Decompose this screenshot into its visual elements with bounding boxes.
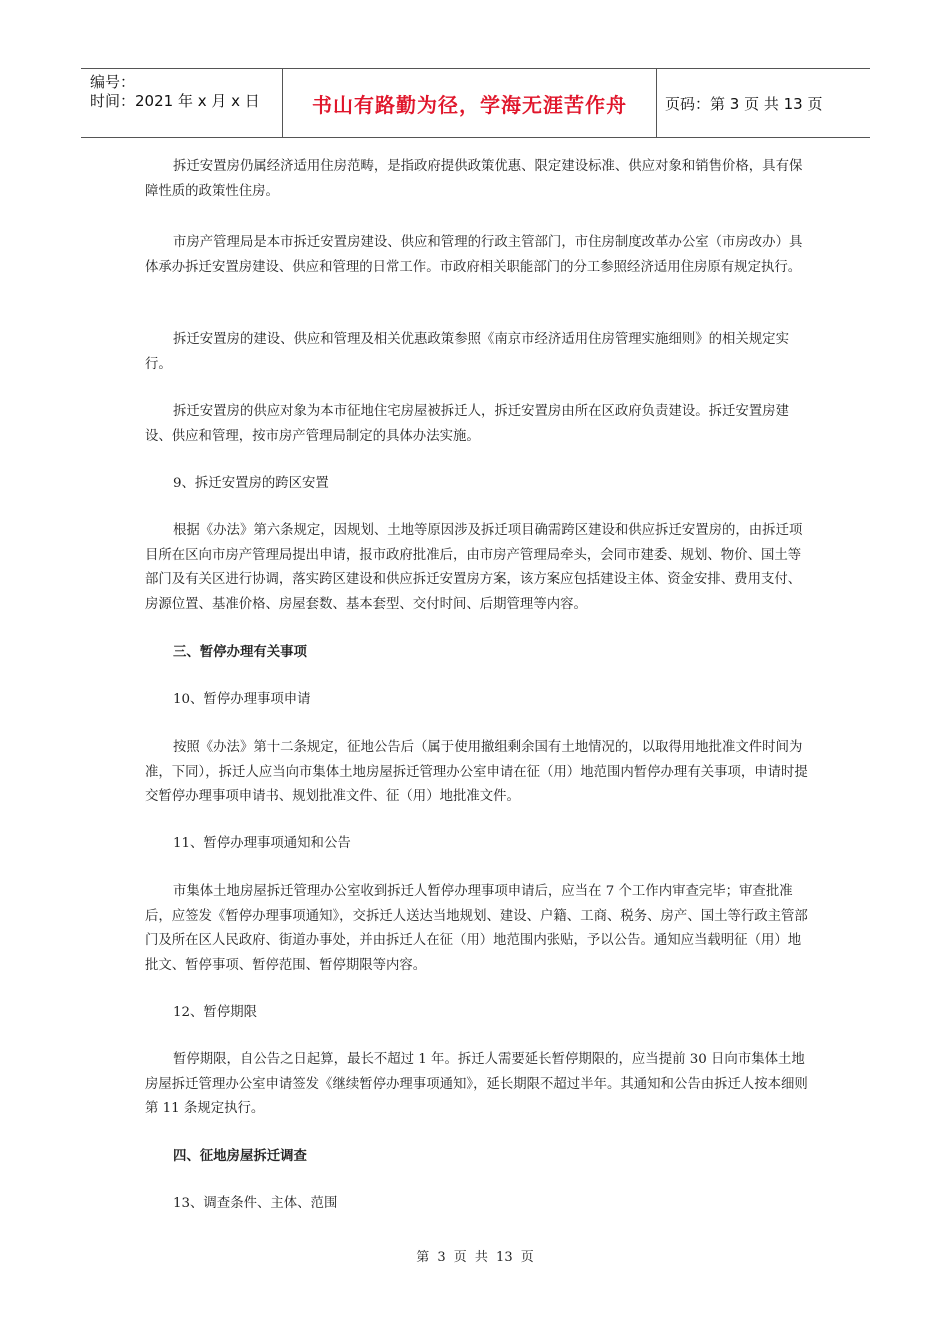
header-meta [81,69,282,137]
header-motto: 书山有路勤为径，学海无涯苦作舟 [282,69,657,137]
paragraph: 按照《办法》第十二条规定，征地公告后（属于使用撤组剩余国有土地情况的，以取得用地批准文件时间为准，下同），拆迁人应当向市集体土地房屋拆迁管理办公室申请在征（用）地范围内暂停办理有关事项，申请时提交暂停办理事项申请书、规划批准文件、征（用）地批准文件。 [145,740,808,804]
paragraph: 市集体土地房屋拆迁管理办公室收到拆迁人暂停办理事项申请后，应当在 7 个工作内审查完毕；审查批准后，应签发《暂停办理事项通知》，交拆迁人送达当地规划、建设、户籍、工商、税务、房产、国土等行政主管部门及所在区人民政府、街道办事处，并由拆迁人在征（用）地范围内张贴，予以公告。通知应当载明征（用）地批文、暂停事项、暂停范围、暂停期限等内容。 [145,884,808,973]
paragraph: 拆迁安置房的建设、供应和管理及相关优惠政策参照《南京市经济适用住房管理实施细则》的相关规定实行。 [145,332,789,372]
document-number-label: 编号： [90,73,136,91]
paragraph: 拆迁安置房的供应对象为本市征地住宅房屋被拆迁人，拆迁安置房由所在区政府负责建设。拆迁安置房建设、供应和管理，按市房产管理局制定的具体办法实施。 [145,404,789,444]
paragraph: 市房产管理局是本市拆迁安置房建设、供应和管理的行政主管部门，市住房制度改革办公室（市房改办）具体承办拆迁安置房建设、供应和管理的日常工作。市政府相关职能部门的分工参照经济适用住房原有规定执行。 [145,235,803,275]
section-heading: 三、暂停办理有关事项 [173,645,307,660]
section-item-title: 9、拆迁安置房的跨区安置 [173,476,329,491]
section-item-title: 12、暂停期限 [173,1005,257,1020]
document-date: 时间：2021 年 x 月 x 日 [90,92,260,110]
section-heading: 四、征地房屋拆迁调查 [173,1149,307,1164]
paragraph: 暂停期限，自公告之日起算，最长不超过 1 年。拆迁人需要延长暂停期限的，应当提前 30 日向市集体土地房屋拆迁管理办公室申请签发《继续暂停办理事项通知》，延长期限不超过半年。其通知和公告由拆迁人按本细则第 11 条规定执行。 [145,1052,808,1116]
paragraph: 拆迁安置房仍属经济适用住房范畴，是指政府提供政策优惠、限定建设标准、供应对象和销售价格，具有保障性质的政策性住房。 [145,159,803,199]
paragraph: 根据《办法》第六条规定，因规划、土地等原因涉及拆迁项目确需跨区建设和供应拆迁安置房的，由拆迁项目所在区向市房产管理局提出申请，报市政府批准后，由市房产管理局牵头，会同市建委、规划、物价、国土等部门及有关区进行协调，落实跨区建设和供应拆迁安置房方案，该方案应包括建设主体、资金安排、费用支付、房源位置、基准价格、房屋套数、基本套型、交付时间、后期管理等内容。 [145,523,803,612]
page-header [81,68,870,138]
section-item-title: 13、调查条件、主体、范围 [173,1196,338,1211]
section-item-title: 11、暂停办理事项通知和公告 [173,836,351,851]
header-page-info: 页码：第 3 页 共 13 页 [665,94,823,113]
section-item-title: 10、暂停办理事项申请 [173,692,311,707]
page-footer: 第 3 页 共 13 页 [416,1250,534,1265]
